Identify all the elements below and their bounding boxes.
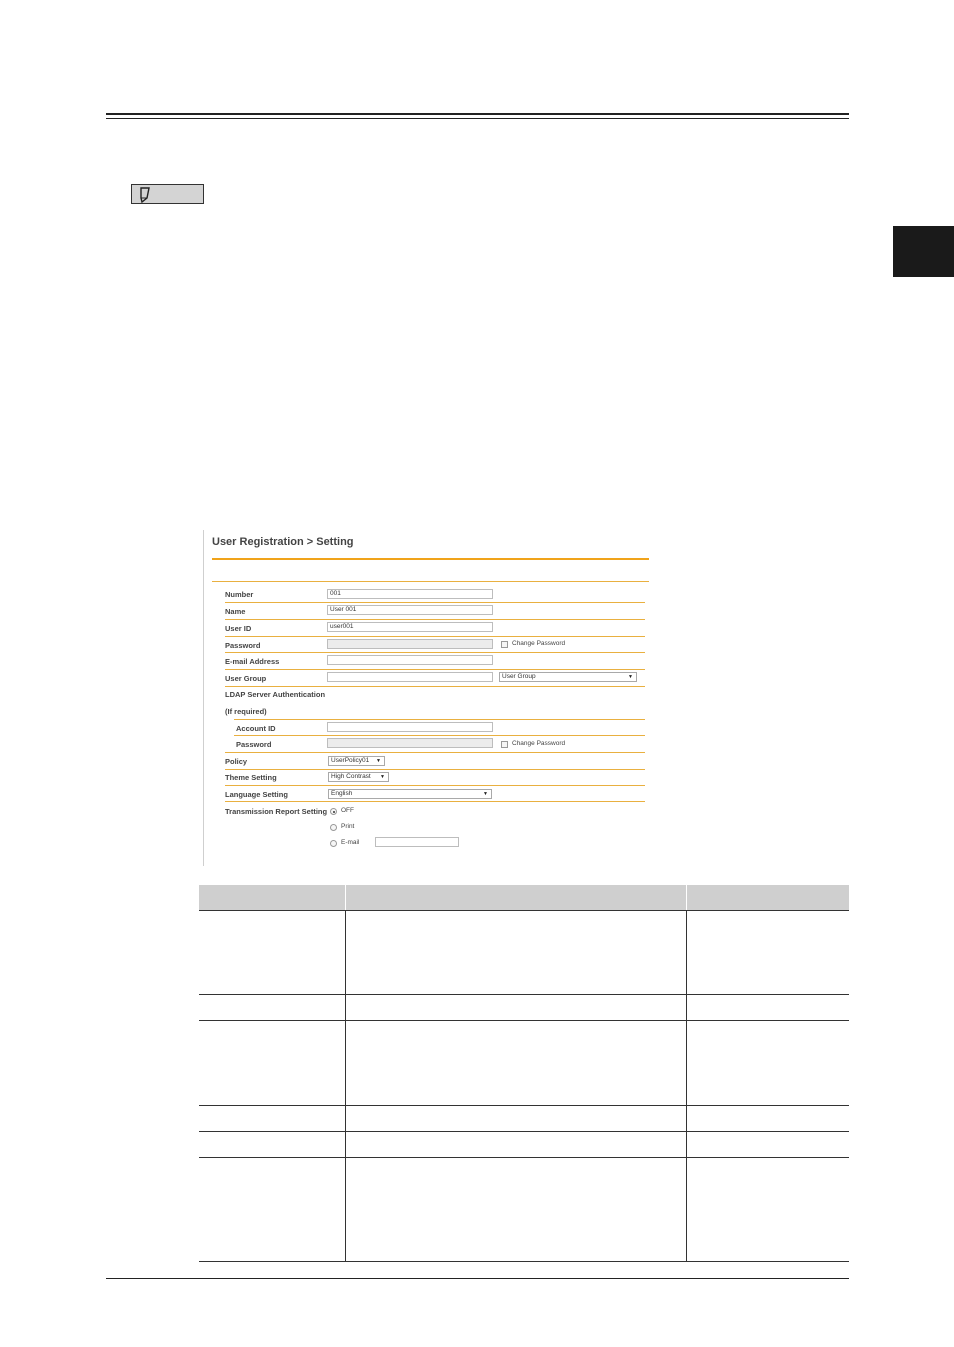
table-rule: [199, 910, 849, 911]
user-group-label: User Group: [225, 674, 267, 683]
transmission-email-label: E-mail: [341, 839, 360, 846]
divider: [234, 735, 645, 736]
ldap-password-input[interactable]: [327, 738, 493, 748]
password-input[interactable]: [327, 639, 493, 649]
chevron-down-icon: ▼: [483, 791, 488, 797]
pencil-icon: [138, 186, 152, 203]
policy-label: Policy: [225, 757, 248, 766]
divider: [225, 636, 645, 637]
account-id-input[interactable]: [327, 722, 493, 732]
theme-select-value: High Contrast: [331, 773, 371, 780]
divider: [225, 602, 645, 603]
chevron-down-icon: ▼: [380, 774, 385, 780]
theme-select[interactable]: [328, 772, 389, 782]
transmission-print-label: Print: [341, 823, 355, 830]
ldap-label: LDAP Server Authentication: [225, 690, 326, 699]
divider: [225, 619, 645, 620]
language-select-value: English: [331, 790, 353, 797]
divider: [225, 785, 645, 786]
divider: [225, 769, 645, 770]
divider: [225, 669, 645, 670]
table-rule: [199, 994, 849, 995]
divider: [225, 686, 645, 687]
name-input[interactable]: User 001: [327, 605, 493, 615]
user-group-select-value: User Group: [502, 673, 536, 680]
table-header: [199, 885, 849, 910]
user-id-label: User ID: [225, 624, 252, 633]
ldap-sublabel: (If required): [225, 707, 267, 716]
email-label: E-mail Address: [225, 657, 280, 666]
policy-select[interactable]: [328, 756, 385, 766]
table-header-divider: [345, 885, 346, 910]
language-select[interactable]: [328, 789, 492, 799]
user-registration-screenshot: [203, 530, 652, 866]
account-id-label: Account ID: [236, 724, 276, 733]
table-rule: [199, 1105, 849, 1106]
note-label: [131, 184, 204, 204]
table-column-divider: [686, 910, 687, 1261]
name-label: Name: [225, 607, 246, 616]
ldap-change-password-label: Change Password: [512, 740, 566, 747]
divider: [225, 752, 645, 753]
ldap-password-label: Password: [236, 740, 272, 749]
top-rule-thin: [106, 118, 849, 119]
divider: [225, 801, 645, 802]
number-label: Number: [225, 590, 254, 599]
page-title: User Registration > Setting: [212, 536, 354, 548]
bottom-rule: [106, 1278, 849, 1279]
password-label: Password: [225, 641, 261, 650]
divider: [212, 581, 649, 582]
transmission-off-radio[interactable]: [330, 808, 337, 815]
transmission-label: Transmission Report Setting: [225, 807, 328, 816]
email-input[interactable]: [327, 655, 493, 665]
transmission-off-label: OFF: [341, 807, 354, 814]
transmission-email-input[interactable]: [375, 837, 459, 847]
divider: [234, 719, 645, 720]
theme-label: Theme Setting: [225, 773, 277, 782]
transmission-email-radio[interactable]: [330, 840, 337, 847]
change-password-checkbox[interactable]: [501, 641, 508, 648]
chapter-tab: [893, 226, 954, 277]
user-group-input[interactable]: [327, 672, 493, 682]
top-rule-thick: [106, 113, 849, 115]
transmission-print-radio[interactable]: [330, 824, 337, 831]
user-group-select[interactable]: [499, 672, 637, 682]
policy-select-value: UserPolicy01: [331, 757, 370, 764]
table-rule: [199, 1261, 849, 1262]
divider: [225, 652, 645, 653]
user-id-input[interactable]: user001: [327, 622, 493, 632]
table-rule: [199, 1131, 849, 1132]
table-rule: [199, 1020, 849, 1021]
table-rule: [199, 1157, 849, 1158]
table-header-divider: [686, 885, 687, 910]
ldap-change-password-checkbox[interactable]: [501, 741, 508, 748]
language-label: Language Setting: [225, 790, 288, 799]
table-column-divider: [345, 910, 346, 1261]
chevron-down-icon: ▼: [376, 758, 381, 764]
change-password-label: Change Password: [512, 640, 566, 647]
chevron-down-icon: ▼: [628, 674, 633, 680]
number-input[interactable]: 001: [327, 589, 493, 599]
title-underline: [212, 558, 649, 560]
